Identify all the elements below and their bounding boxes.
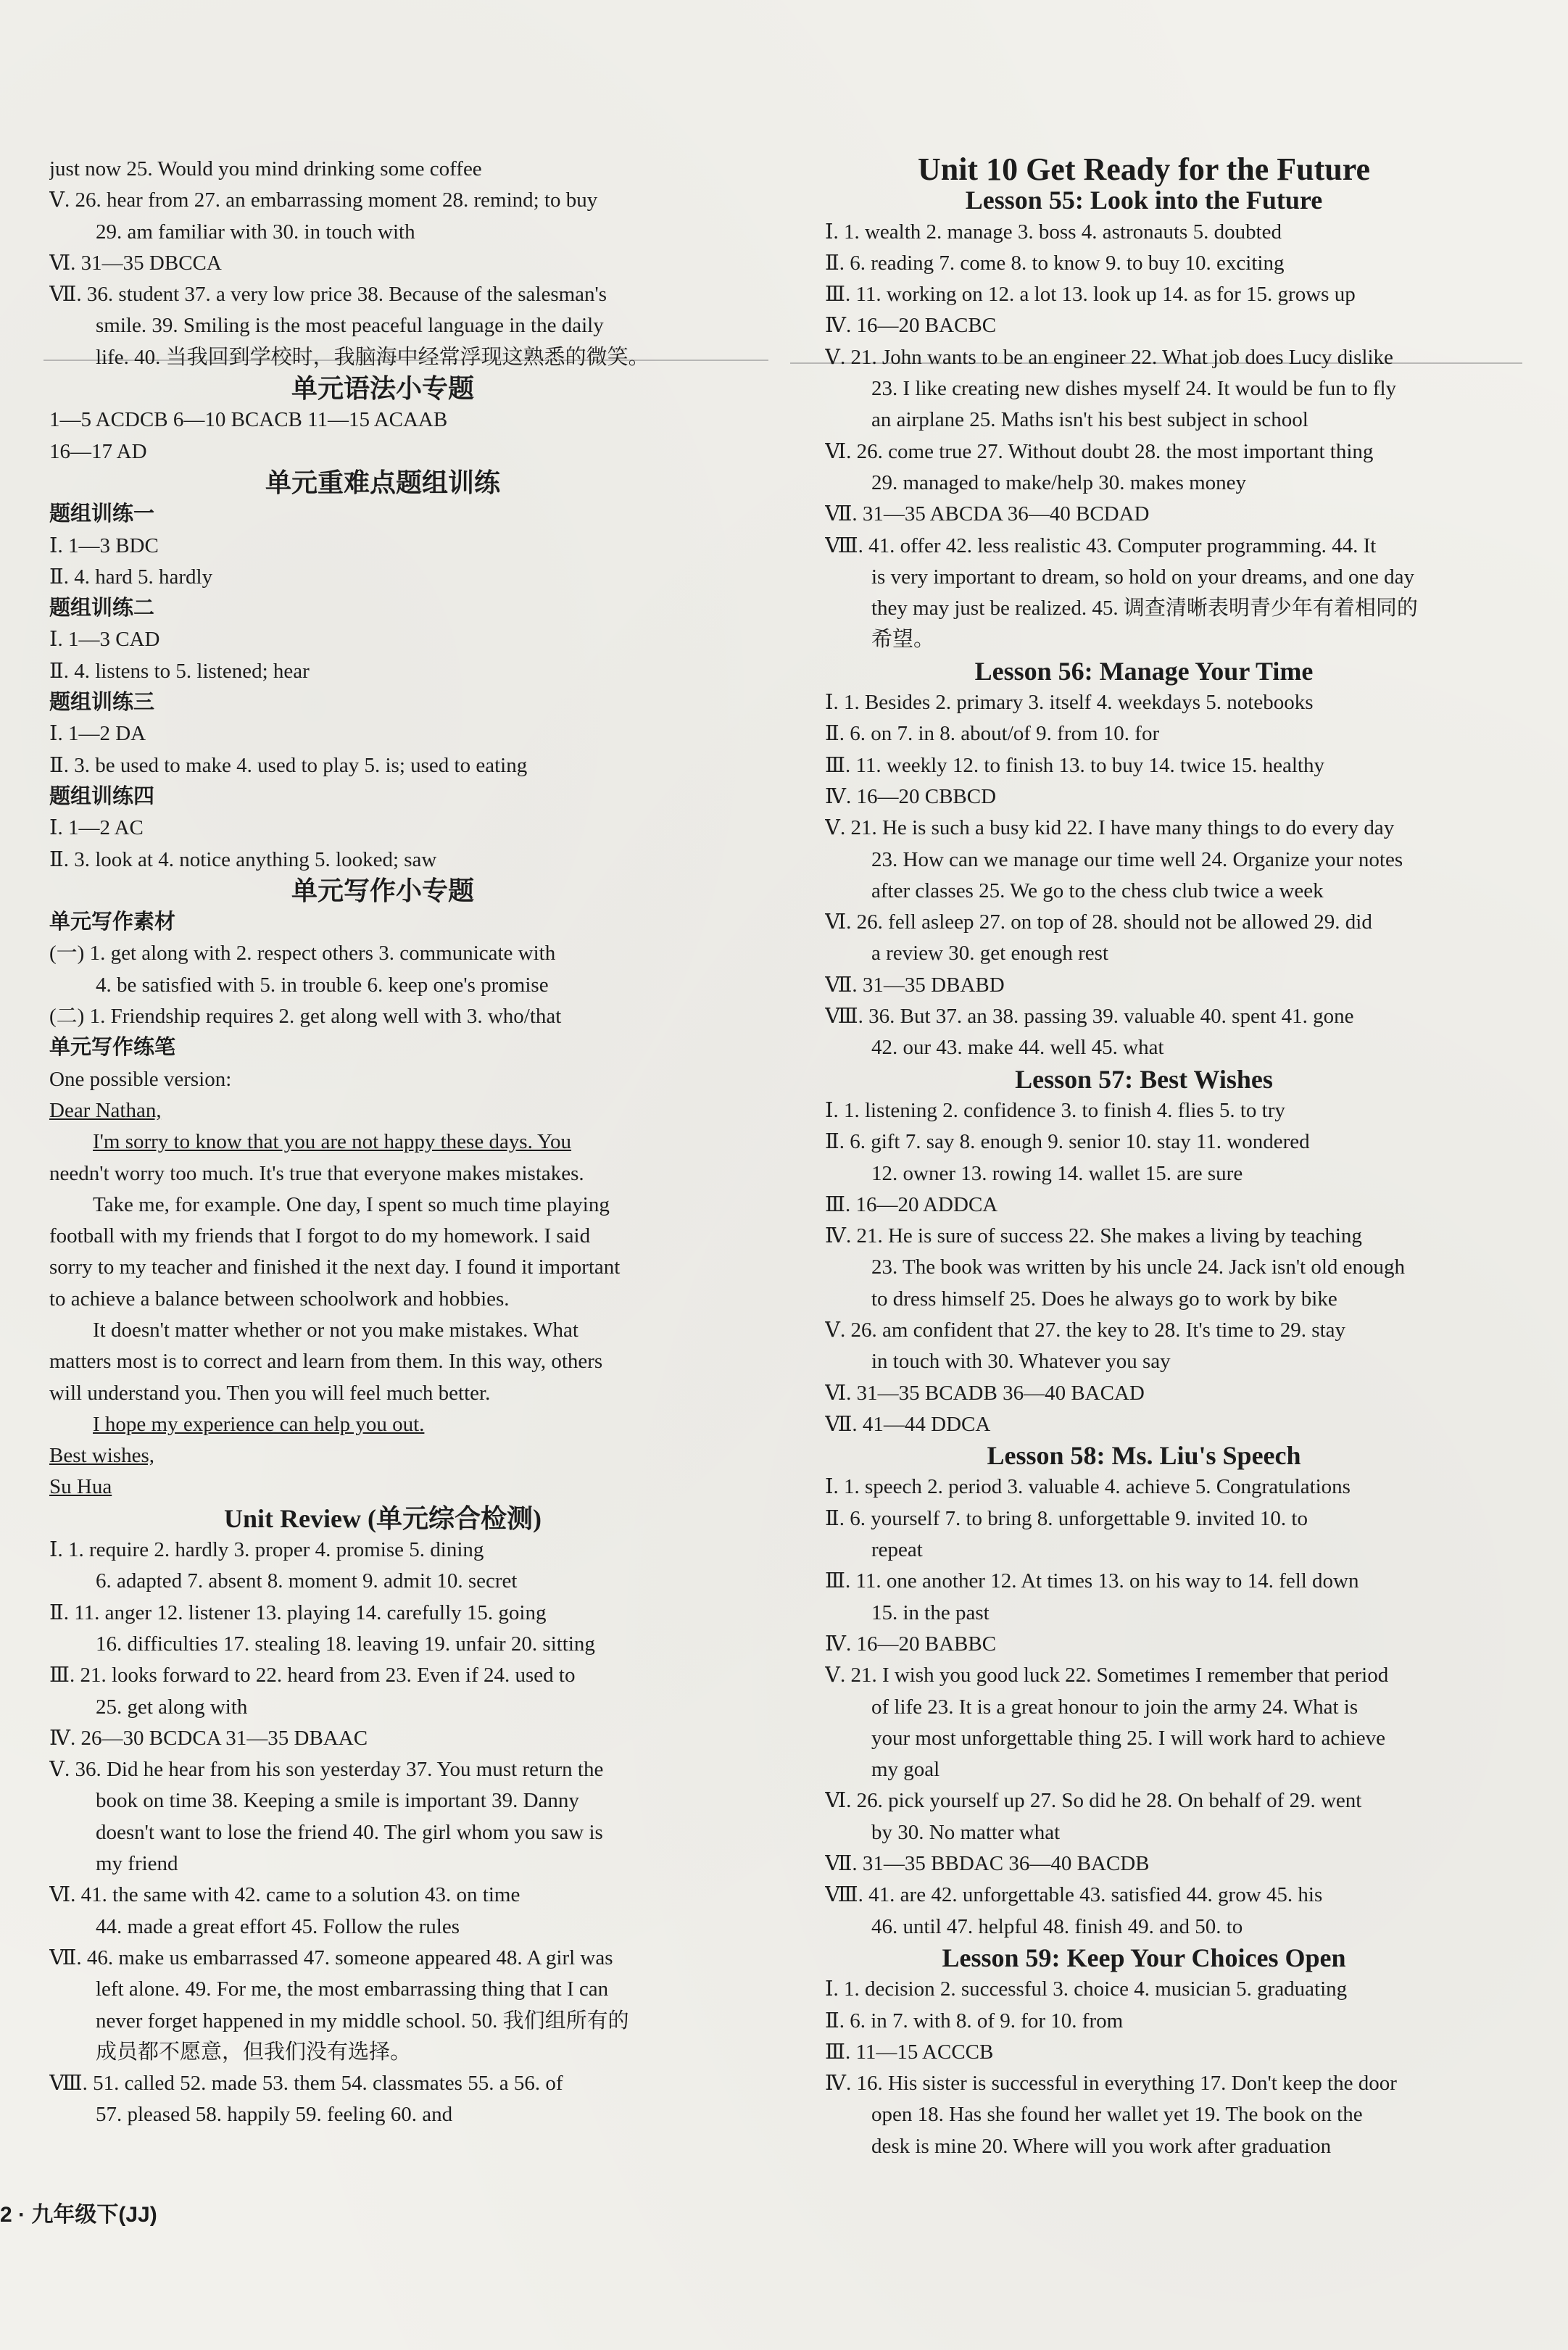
section-heading: Lesson 59: Keep Your Choices Open [942,1943,1346,1972]
answer-line: 成员都不愿意，但我们没有选择。 [96,2040,412,2064]
answer-line: Ⅲ. 11. weekly 12. to finish 13. to buy 14. twice 15. healthy [825,753,1324,777]
answer-line: 23. I like creating new dishes myself 24. It would be fun to fly [871,377,1397,401]
answer-line: repeat [871,1538,923,1562]
answer-line: Ⅲ. 16—20 ADDCA [825,1192,998,1216]
answer-line: One possible version: [49,1067,232,1091]
answer-line: just now 25. Would you mind drinking some coffee [49,157,482,180]
answer-line: Ⅳ. 16—20 BACBC [825,314,997,338]
answer-line: Ⅰ. 1. speech 2. period 3. valuable 4. achieve 5. Congratulations [825,1475,1351,1499]
answer-line: Ⅷ. 51. called 52. made 53. them 54. classmates 55. a 56. of [49,2072,563,2096]
answer-line: 15. in the past [871,1600,990,1624]
answer-line: Ⅰ. 1—3 CAD [49,628,160,652]
answer-line: (二) 1. Friendship requires 2. get along well with 3. who/that [49,1005,562,1029]
answer-line: Ⅶ. 31—35 ABCDA 36—40 BCDAD [825,502,1150,526]
answer-line: 23. How can we manage our time well 24. Organize your notes [871,847,1403,871]
answer-line: of life 23. It is a great honour to join the army 24. What is [871,1695,1358,1719]
answer-line: my goal [871,1758,940,1782]
answer-line: they may just be realized. 45. 调查清晰表明青少年有着相同的 [871,597,1418,620]
answer-line: Ⅶ. 36. student 37. a very low price 38. Because of the salesman's [49,283,607,307]
answer-line: Ⅴ. 21. John wants to be an engineer 22. What job does Lucy dislike [825,345,1393,369]
answer-line: 12. owner 13. rowing 14. wallet 15. are sure [871,1161,1243,1185]
section-heading: Lesson 58: Ms. Liu's Speech [987,1441,1301,1471]
answer-line: Ⅳ. 16. His sister is successful in everything 17. Don't keep the door [825,2072,1397,2096]
answer-line: Ⅶ. 41—44 DDCA [825,1412,991,1436]
answer-line: Ⅱ. 3. be used to make 4. used to play 5. is; used to eating [49,753,528,777]
answer-line: Ⅰ. 1. Besides 2. primary 3. itself 4. weekdays 5. notebooks [825,691,1314,715]
answer-line: Ⅰ. 1. decision 2. successful 3. choice 4. musician 5. graduating [825,1977,1348,2001]
section-heading: Lesson 55: Look into the Future [965,186,1323,215]
answer-line: a review 30. get enough rest [871,942,1108,966]
answer-line: to dress himself 25. Does he always go to work by bike [871,1287,1337,1311]
answer-line: Ⅵ. 31—35 BCADB 36—40 BACAD [825,1381,1145,1405]
right-column [825,151,1463,2162]
answer-line: Ⅴ. 26. am confident that 27. the key to 28. It's time to 29. stay [825,1318,1346,1342]
section-heading: Unit Review (单元综合检测) [224,1503,542,1533]
answer-line: will understand you. Then you will feel much better. [49,1381,491,1405]
answer-line: Ⅴ. 26. hear from 27. an embarrassing moment 28. remind; to buy [49,188,598,212]
answer-line: Ⅵ. 31—35 DBCCA [49,251,222,275]
answer-line: Ⅱ. 6. on 7. in 8. about/of 9. from 10. for [825,722,1160,746]
answer-line: Ⅵ. 26. come true 27. Without doubt 28. the most important thing [825,439,1374,463]
answer-line: Ⅶ. 31—35 DBABD [825,973,1005,997]
section-heading: Unit 10 Get Ready for the Future [917,151,1371,187]
answer-line: Ⅰ. 1—3 BDC [49,533,159,557]
answer-line: (一) 1. get along with 2. respect others 3. communicate with [49,942,556,966]
left-column [49,154,716,2131]
answer-line: Ⅷ. 36. But 37. an 38. passing 39. valuable 40. spent 41. gone [825,1005,1354,1029]
answer-line: 16—17 AD [49,439,147,463]
answer-line: your most unforgettable thing 25. I will work hard to achieve [871,1726,1385,1750]
answer-line: matters most is to correct and learn from them. In this way, others [49,1350,603,1374]
answer-line: 23. The book was written by his uncle 24. Jack isn't old enough [871,1255,1406,1279]
answer-line: Ⅰ. 1. listening 2. confidence 3. to finish 4. flies 5. to try [825,1098,1285,1122]
answer-line: 1—5 ACDCB 6—10 BCACB 11—15 ACAAB [49,408,448,432]
answer-line: 44. made a great effort 45. Follow the rules [96,1914,460,1938]
answer-line: by 30. No matter what [871,1820,1061,1844]
answer-line: Ⅱ. 4. hard 5. hardly [49,565,213,589]
answer-line: open 18. Has she found her wallet yet 19. The book on the [871,2103,1363,2127]
answer-line: 希望。 [871,628,935,652]
answer-line: Ⅱ. 6. reading 7. come 8. to know 9. to buy 10. exciting [825,251,1285,275]
section-heading: 单元写作小专题 [291,876,474,905]
answer-line: Ⅳ. 16—20 CBBCD [825,784,997,808]
answer-line: 16. difficulties 17. stealing 18. leaving 19. unfair 20. sitting [96,1632,595,1656]
answer-line: doesn't want to lose the friend 40. The girl whom you saw is [96,1820,603,1844]
answer-line: 29. managed to make/help 30. makes money [871,470,1247,494]
answer-line: in touch with 30. Whatever you say [871,1350,1171,1374]
answer-line: Ⅰ. 1. wealth 2. manage 3. boss 4. astronauts 5. doubted [825,220,1282,244]
answer-line: never forget happened in my middle school. 50. 我们组所有的 [96,2009,629,2033]
answer-line: Take me, for example. One day, I spent so much time playing [93,1192,610,1216]
answer-line: my friend [96,1852,178,1876]
answer-line: smile. 39. Smiling is the most peaceful language in the daily [96,314,604,338]
subsection-label: 题组训练三 [49,691,155,715]
answer-line: Ⅶ. 31—35 BBDAC 36—40 BACDB [825,1852,1150,1876]
answer-line: Ⅱ. 4. listens to 5. listened; hear [49,659,310,683]
answer-line: 4. be satisfied with 5. in trouble 6. keep one's promise [96,973,549,997]
answer-line: 25. get along with [96,1695,248,1719]
answer-line: Ⅱ. 6. in 7. with 8. of 9. for 10. from [825,2009,1124,2033]
answer-line: I hope my experience can help you out. [93,1412,425,1436]
answer-line: Ⅳ. 21. He is sure of success 22. She makes a living by teaching [825,1224,1362,1248]
section-heading: Lesson 56: Manage Your Time [974,656,1314,686]
subsection-label: 题组训练一 [49,502,155,526]
answer-line: left alone. 49. For me, the most embarrassing thing that I can [96,1977,609,2001]
answer-line: Dear Nathan, [49,1098,162,1122]
answer-line: Ⅱ. 6. yourself 7. to bring 8. unforgettable 9. invited 10. to [825,1506,1308,1530]
section-heading: 单元重难点题组训练 [265,468,500,497]
answer-line: Ⅰ. 1—2 AC [49,816,144,840]
answer-line: Su Hua [49,1475,112,1499]
answer-line: Ⅱ. 3. look at 4. notice anything 5. looked; saw [49,847,437,871]
answer-line: It doesn't matter whether or not you make mistakes. What [93,1318,578,1342]
section-heading: Lesson 57: Best Wishes [1015,1064,1273,1094]
answer-line: I'm sorry to know that you are not happy these days. You [93,1130,572,1154]
answer-line: Ⅴ. 21. He is such a busy kid 22. I have many things to do every day [825,816,1395,840]
answer-line: book on time 38. Keeping a smile is important 39. Danny [96,1789,579,1813]
answer-line: desk is mine 20. Where will you work after graduation [871,2134,1332,2158]
answer-line: an airplane 25. Maths isn't his best subject in school [871,408,1308,432]
answer-line: Ⅵ. 26. fell asleep 27. on top of 28. should not be allowed 29. did [825,910,1372,934]
answer-line: 6. adapted 7. absent 8. moment 9. admit 10. secret [96,1569,518,1593]
answer-line: 29. am familiar with 30. in touch with [96,220,415,244]
answer-line: 46. until 47. helpful 48. finish 49. and 50. to [871,1914,1243,1938]
answer-line: Ⅲ. 11. one another 12. At times 13. on his way to 14. fell down [825,1569,1359,1593]
answer-line: Ⅴ. 21. I wish you good luck 22. Sometimes I remember that period [825,1664,1389,1687]
answer-line: Ⅲ. 11—15 ACCCB [825,2040,994,2064]
answer-line: football with my friends that I forgot to do my homework. I said [49,1224,591,1248]
answer-line: Ⅳ. 26—30 BCDCA 31—35 DBAAC [49,1726,368,1750]
answer-line: Best wishes, [49,1444,154,1468]
answer-line: 57. pleased 58. happily 59. feeling 60. and [96,2103,453,2127]
answer-line: Ⅵ. 26. pick yourself up 27. So did he 28. On behalf of 29. went [825,1789,1362,1813]
answer-line: to achieve a balance between schoolwork and hobbies. [49,1287,510,1311]
answer-line: Ⅱ. 6. gift 7. say 8. enough 9. senior 10. stay 11. wondered [825,1130,1310,1154]
answer-line: Ⅶ. 46. make us embarrassed 47. someone appeared 48. A girl was [49,1946,613,1969]
subsection-label: 单元写作练笔 [49,1036,176,1060]
answer-line: Ⅱ. 11. anger 12. listener 13. playing 14. carefully 15. going [49,1600,547,1624]
answer-line: sorry to my teacher and finished it the next day. I found it important [49,1255,621,1279]
answer-line: Ⅰ. 1. require 2. hardly 3. proper 4. promise 5. dining [49,1538,484,1562]
answer-line: Ⅷ. 41. are 42. unforgettable 43. satisfied 44. grow 45. his [825,1883,1323,1907]
answer-line: Ⅲ. 11. working on 12. a lot 13. look up 14. as for 15. grows up [825,283,1356,307]
answer-line: Ⅲ. 21. looks forward to 22. heard from 23. Even if 24. used to [49,1664,576,1687]
subsection-label: 题组训练二 [49,597,155,620]
answer-line: life. 40. 当我回到学校时，我脑海中经常浮现这熟悉的微笑。 [96,345,650,369]
answer-line: is very important to dream, so hold on your dreams, and one day [871,565,1415,589]
answer-line: Ⅵ. 41. the same with 42. came to a solution 43. on time [49,1883,520,1907]
section-heading: 单元语法小专题 [291,374,474,404]
answer-line: 42. our 43. make 44. well 45. what [871,1036,1164,1060]
answer-line: Ⅳ. 16—20 BABBC [825,1632,997,1656]
page-footer: 2 · 九年级下(JJ) [0,2203,157,2227]
answer-line: Ⅰ. 1—2 DA [49,722,146,746]
answer-line: Ⅴ. 36. Did he hear from his son yesterday 37. You must return the [49,1758,604,1782]
answer-line: Ⅷ. 41. offer 42. less realistic 43. Computer programming. 44. It [825,533,1377,557]
subsection-label: 题组训练四 [49,784,155,808]
answer-line: needn't worry too much. It's true that everyone makes mistakes. [49,1161,584,1185]
subsection-label: 单元写作素材 [49,910,176,934]
answer-line: after classes 25. We go to the chess club twice a week [871,879,1324,902]
